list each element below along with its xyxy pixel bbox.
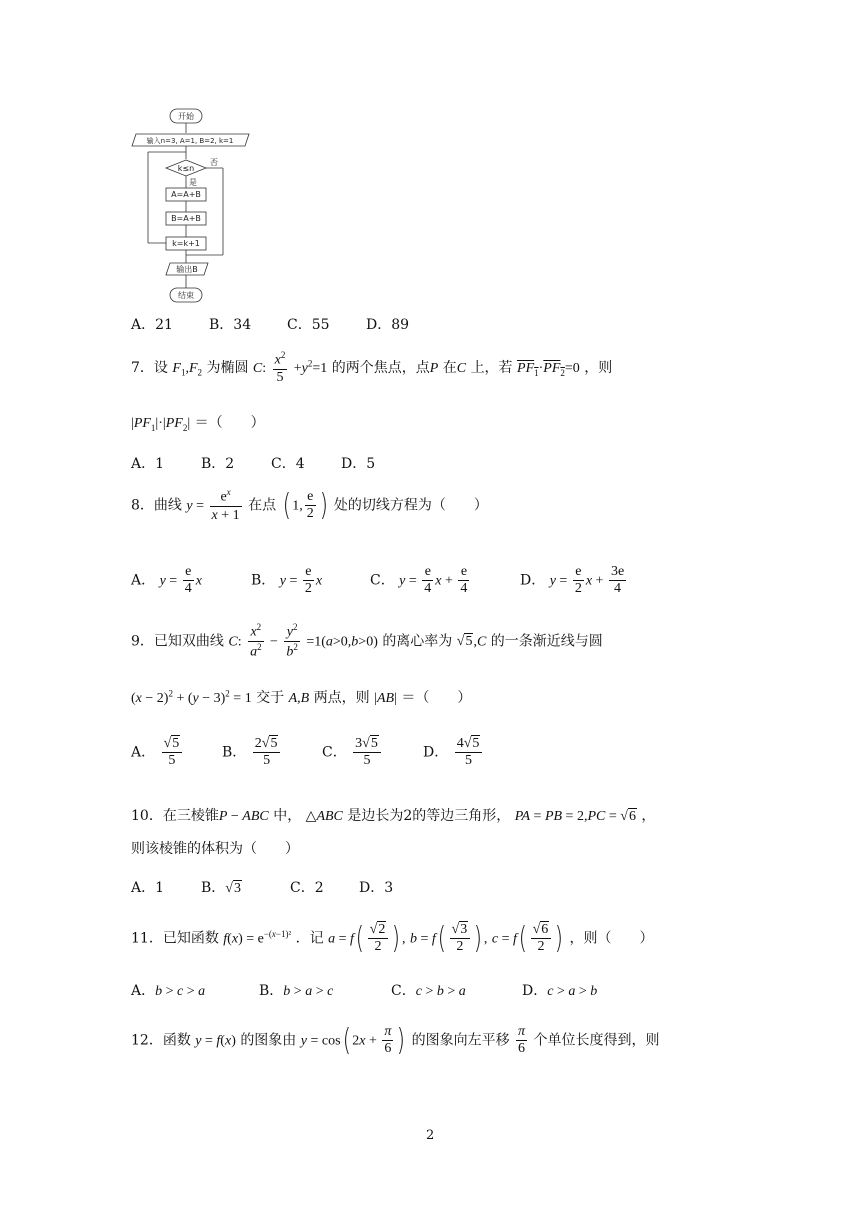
q6-option-a: A．21 (131, 317, 173, 333)
q11-option-d: D．c > a > b (522, 983, 598, 999)
flowchart-no-label: 否 (210, 158, 218, 167)
q10-option-d: D．3 (359, 880, 394, 896)
question-11-line: 11．已知函数 $f(x) = e^{-(x-1)^2}$ ．记 a = f( $\frac{√2}{2}$ ) , b = f( $\frac{√3}{2}$ ) , c = f( $\frac{√6}{2}$ ) ，则（ ） (131, 921, 654, 956)
page-number: 2 (426, 1128, 435, 1143)
question-10-line-2: 则该棱锥的体积为（ ） (131, 841, 299, 857)
flowchart-step1-label: A=A+B (171, 190, 201, 199)
question-8-line: 8．曲线 y = $\frac{e^x}{x + 1}$ 在点 ( 1, $\frac{e}{2}$ ) 处的切线方程为（ ） (131, 487, 488, 523)
flowchart-end-label: 结束 (178, 291, 194, 300)
q11-option-a: A．b > c > a (131, 983, 206, 999)
q6-option-d: D．89 (366, 317, 410, 333)
flowchart-start-label: 开始 (178, 112, 194, 121)
q7-option-a: A．1 (131, 456, 165, 472)
q8-option-b: B． y = $\frac{e}{2}$ x (251, 564, 323, 597)
q8-option-c: C． y = $\frac{e}{4}$ x + $\frac{e}{4}$ (370, 564, 468, 597)
flowchart-input-label: 输入n=3, A=1, B=2, k=1 (146, 137, 234, 145)
q9-option-c: C． $\frac{3√5}{5}$ (322, 736, 383, 769)
flowchart-yes-label: 是 (189, 178, 197, 187)
q6-option-c: C．55 (287, 317, 330, 333)
question-12-line: 12．函数 y = f(x) 的图象由 y = cos( 2x + $\frac{\pi}{6}$ ) 的图象向左平移 $\frac{\pi}{6}$ 个单位长度得到，则 (131, 1023, 660, 1058)
q7-option-d: D．5 (341, 456, 376, 472)
q6-option-b: B．34 (209, 317, 252, 333)
q10-option-a: A．1 (131, 880, 165, 896)
q7-option-c: C．4 (271, 456, 305, 472)
q10-option-c: C．2 (290, 880, 324, 896)
question-10-line-1: 10．在三棱锥P − ABC 中， △ABC 是边长为2的等边三角形， PA = PB = 2,PC = √6 ， (131, 808, 656, 824)
flowchart-step2-label: B=A+B (171, 214, 201, 223)
question-9-line-2: $(x - 2)^2 + (y - 3)^2 = 1$ 交于 A,B 两点，则 |AB| ＝（ ） (131, 688, 472, 706)
q9-option-d: D． $\frac{4√5}{5}$ (423, 736, 484, 769)
q10-option-b: B．√3 (201, 880, 241, 896)
flowchart (128, 105, 258, 305)
flowchart-condition-label: k≤n (177, 164, 195, 173)
q8-option-a: A． y = $\frac{e}{4}$ x (131, 564, 202, 597)
flowchart-step3-label: k=k+1 (172, 239, 200, 248)
question-9-line-1: 9．已知双曲线 C: $\frac{x^2}{a^2}$ − $\frac{y^2}{b^2}$ =1(a>0,b>0) 的离心率为 √5,C 的一条渐近线与圆 (131, 622, 603, 660)
q9-option-b: B． $\frac{2√5}{5}$ (222, 736, 282, 769)
q11-option-b: B．b > a > c (259, 983, 334, 999)
q9-option-a: A． $\frac{√5}{5}$ (131, 736, 184, 769)
question-7-line-2: $|PF_1|\cdot|PF_2|$ ＝（ ） (131, 415, 265, 433)
q11-option-c: C．c > b > a (391, 983, 466, 999)
question-7-line-1: 7．设 $F_1,F_2$ 为椭圆 C: $\frac{x^2}{5}$ $+y^2=1$ 的两个焦点，点P 在C 上，若 $PF_1\cdot PF_2=0$ ，则 (131, 350, 613, 385)
q8-option-d: D． y = $\frac{e}{2}$ x + $\frac{3e}{4}$ (520, 564, 625, 597)
flowchart-output-label: 输出B (176, 265, 198, 274)
q7-option-b: B．2 (201, 456, 235, 472)
